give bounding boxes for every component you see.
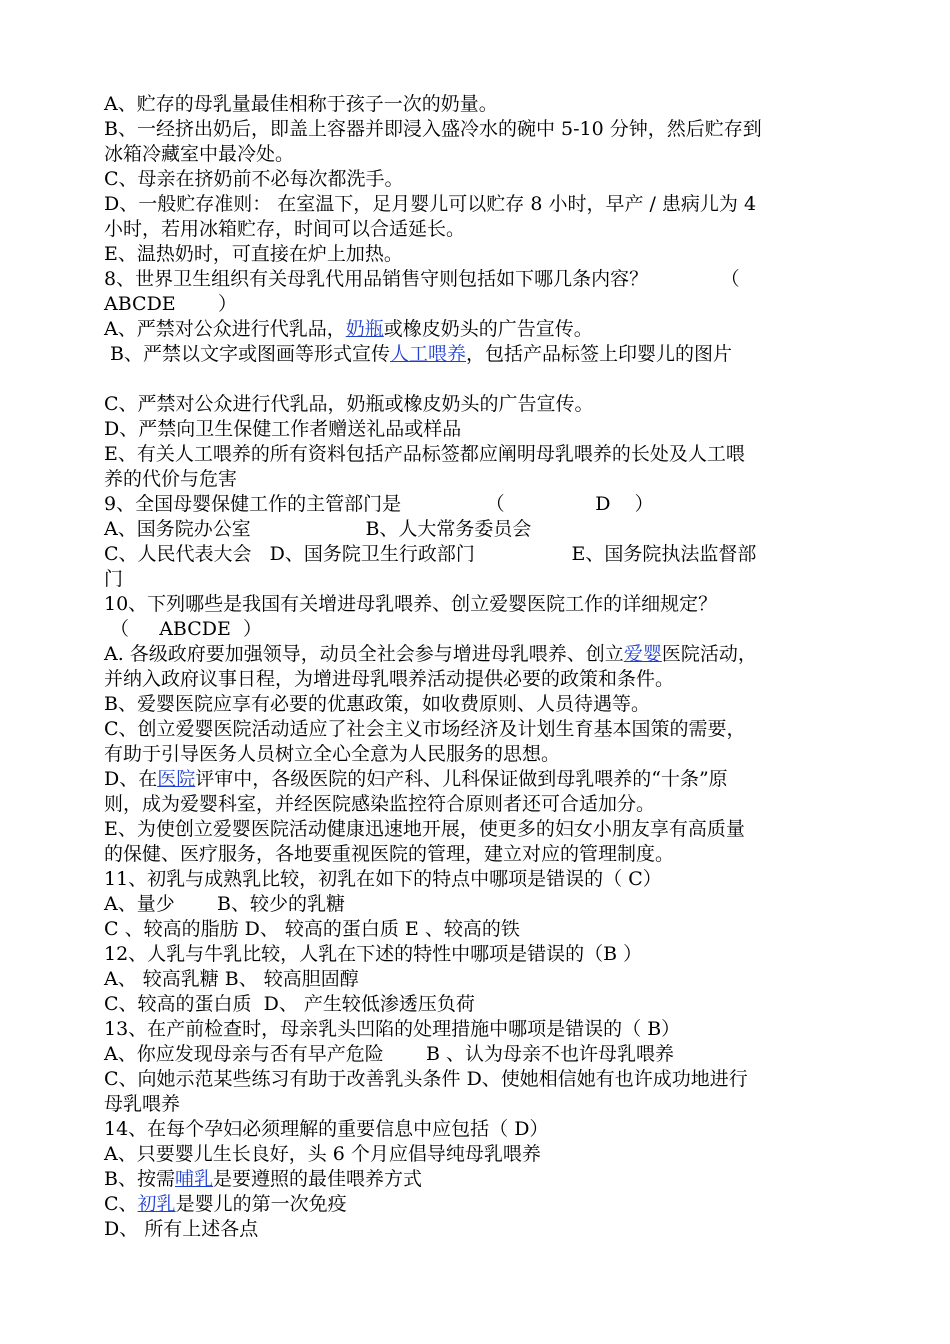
blank-line [104, 367, 866, 392]
text-line: 的保健、医疗服务，各地要重视医院的管理，建立对应的管理制度。 [104, 843, 675, 865]
text-line [104, 1192, 866, 1217]
answer-8: ABCDE ） [104, 293, 237, 315]
text-span: A. 各级政府要加强领导，动员全社会参与增进母乳喂养、创立 [104, 643, 624, 665]
text-span: 是婴儿的第一次免疫 [175, 1193, 347, 1215]
question-10: 10、下列哪些是我国有关增进母乳喂养、创立爱婴医院工作的详细规定？ [104, 593, 718, 615]
document-page [104, 92, 866, 1242]
text-line: 则，成为爱婴科室，并经医院感染监控符合原则者还可合适加分。 [104, 793, 656, 815]
text-line: A、量少 B、较少的乳糖 [104, 893, 345, 915]
text-line: A、国务院办公室 B、人大常务委员会 [104, 518, 532, 540]
link-hospital[interactable]: 医院 [157, 768, 196, 790]
text-line [104, 767, 866, 792]
text-line: 并纳入政府议事日程，为增进母乳喂养活动提供必要的政策和条件。 [104, 668, 675, 690]
text-line: B、一经挤出奶后，即盖上容器并即浸入盛冷水的碗中 5-10 分钟，然后贮存到 [104, 118, 762, 140]
text-line: A、 较高乳糖 B、 较高胆固醇 [104, 968, 359, 990]
text-line: B、爱婴医院应享有必要的优惠政策，如收费原则、人员待遇等。 [104, 693, 650, 715]
text-span: D、在 [104, 768, 158, 790]
link-colostrum[interactable]: 初乳 [137, 1193, 176, 1215]
text-span: 评审中，各级医院的妇产科、儿科保证做到母乳喂养的“十条”原 [195, 768, 728, 790]
text-span: C、 [104, 1193, 138, 1215]
text-line [104, 342, 866, 367]
question-11: 11、初乳与成熟乳比较，初乳在如下的特点中哪项是错误的（ C） [104, 868, 662, 890]
text-line: C、严禁对公众进行代乳品，奶瓶或橡皮奶头的广告宣传。 [104, 393, 594, 415]
link-baby-friendly[interactable]: 爱婴 [623, 643, 662, 665]
text-line [104, 317, 866, 342]
text-span: 是要遵照的最佳喂养方式 [212, 1168, 422, 1190]
link-artificial-feeding[interactable]: 人工喂养 [389, 343, 466, 365]
link-baby-bottle[interactable]: 奶瓶 [345, 318, 384, 340]
question-14: 14、在每个孕妇必须理解的重要信息中应包括（ D） [104, 1118, 549, 1140]
text-line: C、母亲在挤奶前不必每次都洗手。 [104, 168, 404, 190]
link-breastfeeding[interactable]: 哺乳 [174, 1168, 213, 1190]
text-line: C、人民代表大会 D、国务院卫生行政部门 E、国务院执法监督部 [104, 543, 757, 565]
text-span: B、严禁以文字或图画等形式宣传 [110, 343, 390, 365]
text-line: C、创立爱婴医院活动适应了社会主义市场经济及计划生育基本国策的需要， [104, 718, 746, 740]
question-12: 12、人乳与牛乳比较，人乳在下述的特性中哪项是错误的（B ） [104, 943, 643, 965]
text-line: A、只要婴儿生长良好，头 6 个月应倡导纯母乳喂养 [104, 1143, 541, 1165]
question-13: 13、在产前检查时，母亲乳头凹陷的处理措施中哪项是错误的（ B） [104, 1018, 681, 1040]
text-line: 小时，若用冰箱贮存，时间可以合适延长。 [104, 218, 466, 240]
text-line: C、向她示范某些练习有助于改善乳头条件 D、使她相信她有也许成功地进行 [104, 1068, 748, 1090]
text-line: E、有关人工喂养的所有资料包括产品标签都应阐明母乳喂养的长处及人工喂 [104, 443, 745, 465]
text-line: A、你应发现母亲与否有早产危险 B 、认为母亲不也许母乳喂养 [104, 1043, 675, 1065]
text-line: 养的代价与危害 [104, 468, 238, 490]
text-line: 有助于引导医务人员树立全心全意为人民服务的思想。 [104, 743, 561, 765]
text-line: E、温热奶时，可直接在炉上加热。 [104, 243, 403, 265]
question-8: 8、世界卫生组织有关母乳代用品销售守则包括如下哪几条内容？ （ [104, 268, 740, 290]
text-line: D、一般贮存准则： 在室温下，足月婴儿可以贮存 8 小时，早产 / 患病儿为 4 [104, 193, 757, 215]
text-line: D、严禁向卫生保健工作者赠送礼品或样品 [104, 418, 462, 440]
text-line: E、为使创立爱婴医院活动健康迅速地开展，使更多的妇女小朋友享有高质量 [104, 818, 745, 840]
text-line: 门 [104, 568, 124, 590]
text-line: 母乳喂养 [104, 1093, 181, 1115]
text-line: D、 所有上述各点 [104, 1218, 259, 1240]
question-9: 9、全国母婴保健工作的主管部门是 （ D ） [104, 493, 654, 515]
text-line [104, 642, 866, 667]
text-line [104, 1167, 866, 1192]
text-line: A、贮存的母乳量最佳相称于孩子一次的奶量。 [104, 93, 498, 115]
text-span: A、严禁对公众进行代乳品， [104, 318, 346, 340]
text-span: 医院活动， [661, 643, 757, 665]
text-span: 或橡皮奶头的广告宣传。 [383, 318, 593, 340]
text-line: C 、较高的脂肪 D、 较高的蛋白质 E 、较高的铁 [104, 918, 520, 940]
text-span: B、按需 [104, 1168, 175, 1190]
text-line: C、较高的蛋白质 D、 产生较低渗透压负荷 [104, 993, 475, 1015]
text-line: 冰箱冷藏室中最冷处。 [104, 143, 295, 165]
text-span: ，包括产品标签上印婴儿的图片 [465, 343, 732, 365]
answer-10: （ ABCDE ） [110, 618, 262, 640]
